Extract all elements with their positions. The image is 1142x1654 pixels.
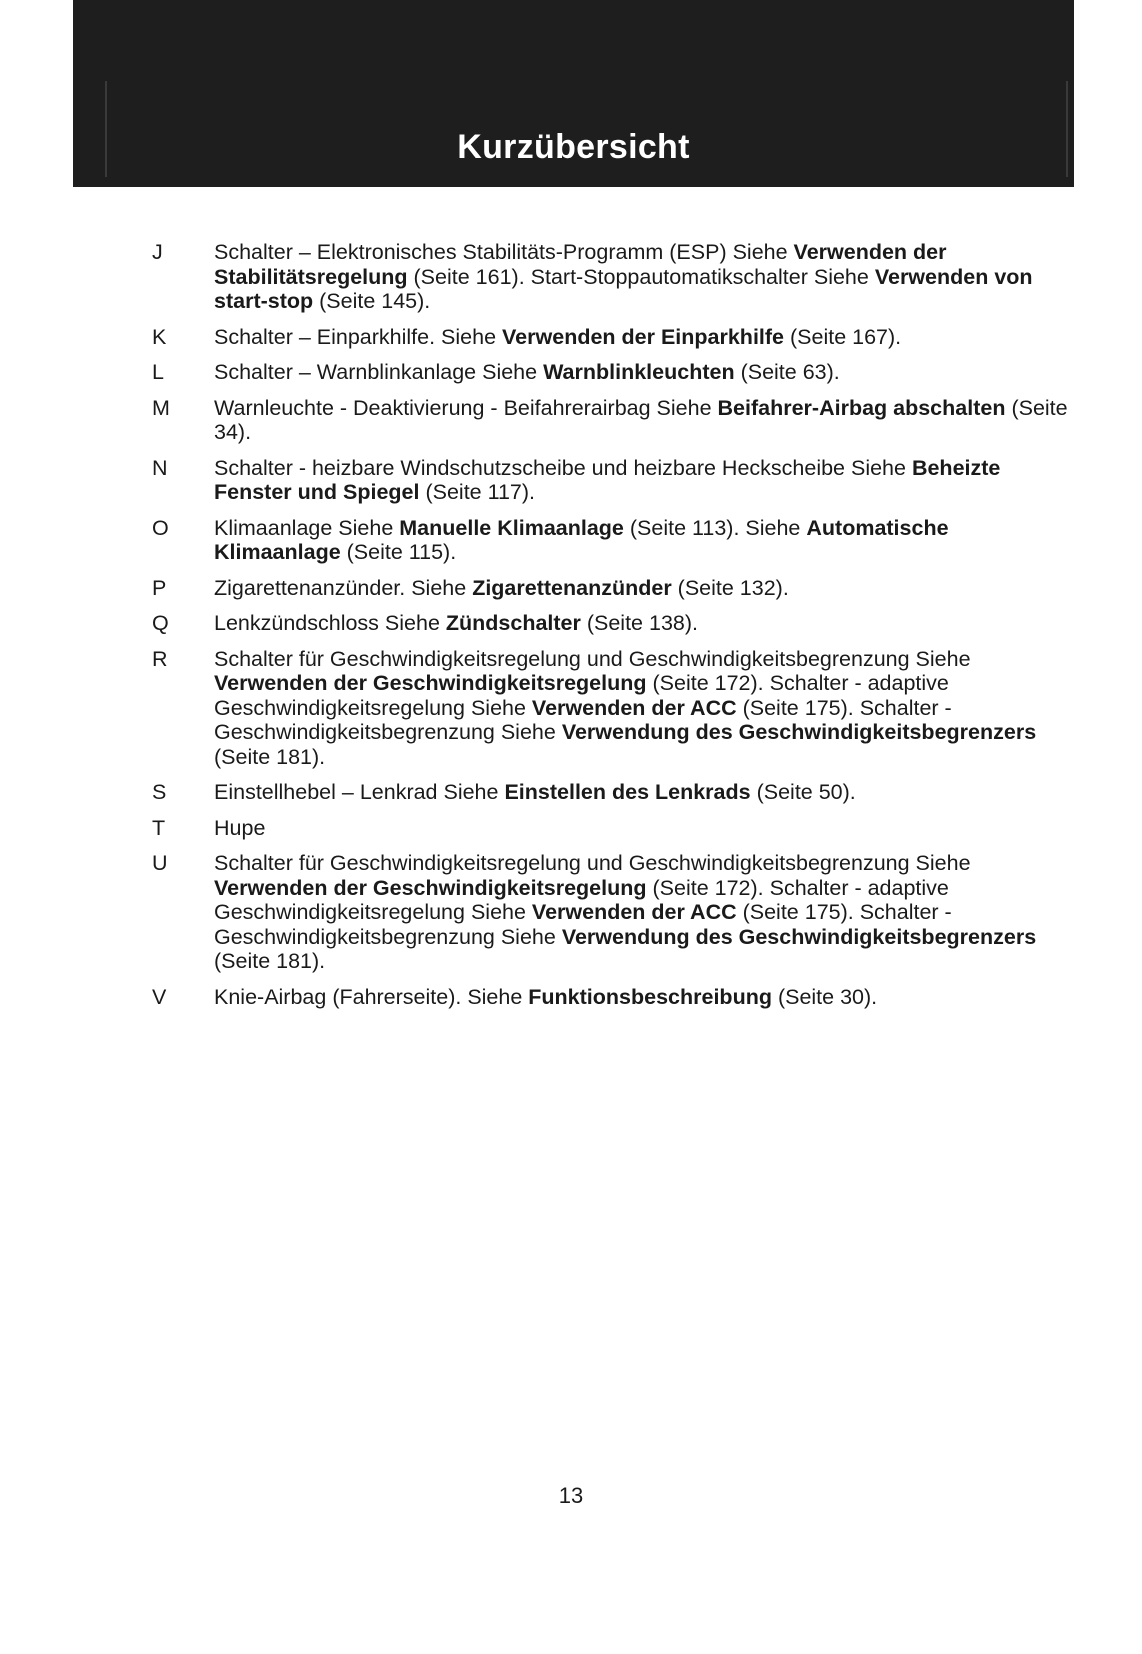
legend-letter: J xyxy=(152,240,163,264)
description-text: (Seite 63). xyxy=(734,360,840,384)
description-text: Knie-Airbag (Fahrerseite). Siehe xyxy=(214,984,529,1009)
description-text: Einstellhebel – Lenkrad Siehe xyxy=(214,780,505,804)
legend-item-t xyxy=(148,816,1068,841)
legend-item-q xyxy=(148,611,1068,636)
legend-letter: P xyxy=(152,575,167,600)
cross-reference-title: Funktionsbeschreibung xyxy=(528,984,772,1009)
cross-reference-title: Verwendung des Geschwindigkeitsbegrenzers xyxy=(561,720,1037,744)
legend-letter: U xyxy=(152,851,168,875)
legend-description xyxy=(214,851,1068,974)
legend-letter: K xyxy=(152,324,167,349)
legend-item-v xyxy=(148,985,1068,1010)
description-text: Schalter – Warnblinkanlage Siehe xyxy=(214,360,544,384)
legend-letter: S xyxy=(152,780,167,804)
legend-letter: M xyxy=(152,395,170,420)
page-number: 13 xyxy=(558,1483,584,1508)
legend-description xyxy=(214,816,1068,841)
legend-item-n xyxy=(148,456,1068,505)
description-text: (Seite 115). xyxy=(340,540,457,564)
description-text: (Seite 181). xyxy=(214,949,326,973)
legend-description xyxy=(214,611,1068,636)
legend-description xyxy=(214,780,1068,805)
description-text: (Seite 34). xyxy=(214,395,1068,444)
description-text: (Seite 145). xyxy=(313,289,431,313)
cross-reference-title: Verwenden der Stabilitätsregelung xyxy=(214,240,947,289)
page-header xyxy=(73,0,1074,187)
description-text: (Seite 50). xyxy=(750,780,856,804)
description-text: Warnleuchte - Deaktivierung - Beifahrerairbag Siehe xyxy=(214,395,718,420)
cross-reference-title: Verwenden der ACC xyxy=(531,695,737,720)
legend-letter: N xyxy=(152,455,168,480)
description-text: (Seite 172). Schalter - adaptive Geschwindigkeitsregelung Siehe xyxy=(214,671,949,720)
legend-item-j xyxy=(148,240,1068,314)
legend-letter: L xyxy=(152,360,164,384)
legend-item-k xyxy=(148,325,1068,350)
legend-letter: T xyxy=(152,815,166,840)
legend-item-r xyxy=(148,647,1068,770)
description-text: Schalter - heizbare Windschutzscheibe und heizbare Heckscheibe Siehe xyxy=(214,455,912,480)
legend-letter: Q xyxy=(152,611,169,635)
cross-reference-title: Automatische Klimaanlage xyxy=(214,515,949,564)
description-text: (Seite 138). xyxy=(580,611,698,635)
cross-reference-title: Verwenden der Geschwindigkeitsregelung xyxy=(214,875,647,900)
legend-list xyxy=(148,240,1068,1020)
legend-item-m xyxy=(148,396,1068,445)
description-text: (Seite 132). xyxy=(671,575,789,600)
description-text: (Seite 113). Siehe xyxy=(623,515,807,540)
page-title: Kurzübersicht xyxy=(457,128,690,166)
legend-description xyxy=(214,396,1068,445)
description-text: Klimaanlage Siehe xyxy=(214,515,400,540)
description-text: Lenkzündschloss Siehe xyxy=(214,611,446,635)
cross-reference-title: Verwenden der ACC xyxy=(531,900,737,924)
description-text: (Seite 175). Schalter - Geschwindigkeitsbegrenzung Siehe xyxy=(214,695,952,744)
legend-item-l xyxy=(148,360,1068,385)
legend-description xyxy=(214,456,1068,505)
description-text: (Seite 175). Schalter - Geschwindigkeitsbegrenzung Siehe xyxy=(214,900,952,949)
description-text: (Seite 161). Start-Stoppautomatikschalter Siehe xyxy=(407,264,875,289)
description-text: (Seite 181). xyxy=(214,744,326,769)
description-text: (Seite 117). xyxy=(419,480,536,504)
legend-letter: V xyxy=(152,984,167,1009)
legend-description xyxy=(214,325,1068,350)
legend-description xyxy=(214,576,1068,601)
legend-item-p xyxy=(148,576,1068,601)
legend-description xyxy=(214,647,1068,770)
description-text: (Seite 167). xyxy=(784,324,902,349)
cross-reference-title: Warnblinkleuchten xyxy=(543,360,735,384)
description-text: Schalter für Geschwindigkeitsregelung und Geschwindigkeitsbegrenzung Siehe xyxy=(214,646,971,671)
legend-item-o xyxy=(148,516,1068,565)
cross-reference-title: Zigarettenanzünder xyxy=(472,575,672,600)
legend-letter: O xyxy=(152,515,169,540)
description-text: (Seite 30). xyxy=(771,984,878,1009)
cross-reference-title: Verwendung des Geschwindigkeitsbegrenzers xyxy=(561,924,1037,949)
legend-description xyxy=(214,516,1068,565)
legend-description xyxy=(214,985,1068,1010)
legend-description xyxy=(214,240,1068,314)
cross-reference-title: Beifahrer-Airbag abschalten xyxy=(717,395,1006,420)
legend-item-u xyxy=(148,851,1068,974)
cross-reference-title: Verwenden von start-stop xyxy=(214,264,1033,313)
description-text: Hupe xyxy=(214,815,266,840)
cross-reference-title: Verwenden der Einparkhilfe xyxy=(502,324,785,349)
cross-reference-title: Zündschalter xyxy=(445,611,581,635)
legend-letter: R xyxy=(152,646,168,671)
description-text: Zigarettenanzünder. Siehe xyxy=(214,575,473,600)
cross-reference-title: Beheizte Fenster und Spiegel xyxy=(214,455,1001,504)
legend-item-s xyxy=(148,780,1068,805)
description-text: (Seite 172). Schalter - adaptive Geschwindigkeitsregelung Siehe xyxy=(214,875,949,924)
cross-reference-title: Verwenden der Geschwindigkeitsregelung xyxy=(214,671,647,695)
description-text: Schalter – Einparkhilfe. Siehe xyxy=(214,324,503,349)
description-text: Schalter – Elektronisches Stabilitäts-Programm (ESP) Siehe xyxy=(214,240,794,264)
description-text: Schalter für Geschwindigkeitsregelung und Geschwindigkeitsbegrenzung Siehe xyxy=(214,851,971,875)
cross-reference-title: Manuelle Klimaanlage xyxy=(399,515,624,540)
cross-reference-title: Einstellen des Lenkrads xyxy=(504,780,751,804)
legend-description xyxy=(214,360,1068,385)
